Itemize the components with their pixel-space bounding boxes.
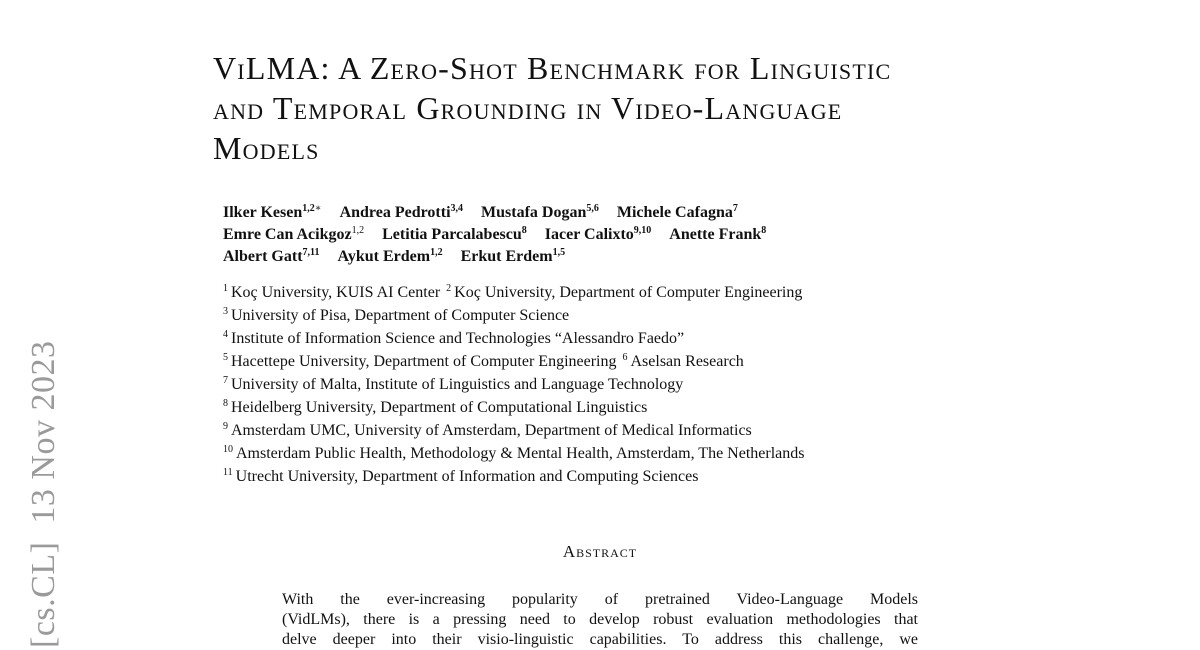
affiliation-number: 10 <box>223 444 233 455</box>
affiliation-number: 2 <box>446 283 452 294</box>
author-affiliation-marker: 1,2 <box>351 225 365 236</box>
paper-title-line: and Temporal Grounding in Video-Language <box>213 90 843 126</box>
abstract-heading: Abstract <box>562 542 638 561</box>
author-name-text: Albert Gatt <box>223 248 303 265</box>
author-affiliation-marker: 8 <box>761 225 767 236</box>
author-name-text: Mustafa Dogan <box>481 204 587 221</box>
author-affiliation-marker: 7 <box>732 203 738 214</box>
author-name <box>461 246 566 268</box>
author-name-text: Anette Frank <box>669 226 762 243</box>
author-name <box>382 224 527 246</box>
author-name-text: Emre Can Acikgoz <box>223 226 352 243</box>
affiliation-text: Amsterdam UMC, University of Amsterdam, Department of Medical Informatics <box>231 422 752 439</box>
affiliation-number: 6 <box>622 352 628 363</box>
affiliation-number: 3 <box>223 306 228 317</box>
abstract-line: (VidLMs), there is a pressing need to develop robust evaluation methodologies that <box>282 611 918 628</box>
author-name-text: Andrea Pedrotti <box>339 204 451 221</box>
paper-title-line: Models <box>213 130 320 166</box>
affiliation-row <box>223 419 983 442</box>
author-name <box>481 202 599 224</box>
abstract-line: With the ever-increasing popularity of pretrained Video-Language Models <box>282 591 918 608</box>
affiliation <box>446 284 802 301</box>
affiliation-text: Institute of Information Science and Technologies “Alessandro Faedo” <box>231 330 685 347</box>
affiliation-row <box>223 442 983 465</box>
author-name-text: Erkut Erdem <box>460 248 553 265</box>
author-name-text: Letitia Parcalabescu <box>382 226 522 243</box>
author-affiliation-marker: 9,10 <box>633 225 652 236</box>
arxiv-date: 13 Nov 2023 <box>25 340 62 524</box>
author-name <box>223 202 322 224</box>
author-name <box>337 246 442 268</box>
author-name <box>617 202 738 224</box>
affiliation-number: 9 <box>223 421 228 432</box>
affiliation-row <box>223 373 983 396</box>
corresponding-author-marker: ∗ <box>314 203 322 214</box>
author-affiliation-marker: 1,2 <box>430 247 443 258</box>
affiliation <box>223 353 617 370</box>
author-name <box>669 224 766 246</box>
affiliation-text: Amsterdam Public Health, Methodology & Mental Health, Amsterdam, The Netherlands <box>236 445 805 462</box>
paper-title-line: ViLMA: A Zero-Shot Benchmark for Linguistic <box>213 50 892 86</box>
affiliation-list <box>223 281 983 488</box>
author-name <box>545 224 652 246</box>
paper-title <box>213 48 1013 168</box>
author-name-text: Ilker Kesen <box>223 204 303 221</box>
author-name-text: Iacer Calixto <box>544 226 634 243</box>
affiliation-number: 11 <box>223 467 233 478</box>
affiliation-number: 5 <box>223 352 228 363</box>
affiliation <box>223 330 684 347</box>
author-affiliation-marker: 3,4 <box>450 203 464 214</box>
affiliation-text: University of Malta, Institute of Linguistics and Language Technology <box>231 376 684 393</box>
affiliation <box>623 353 744 370</box>
affiliation-row <box>223 350 983 373</box>
affiliation-text: Utrecht University, Department of Information and Computing Sciences <box>235 468 699 485</box>
affiliation-text: Aselsan Research <box>630 353 744 370</box>
affiliation <box>223 399 647 416</box>
author-affiliation-marker: 1,5 <box>552 247 566 258</box>
abstract-line: delve deeper into their visio-linguistic capabilities. To address this challenge, we <box>282 631 918 648</box>
affiliation-row <box>223 465 983 488</box>
author-affiliation-marker: 1,2 <box>302 203 315 214</box>
author-affiliation-marker: 7,11 <box>302 247 320 258</box>
affiliation-row <box>223 281 983 304</box>
affiliation-text: Hacettepe University, Department of Computer Engineering <box>231 353 617 370</box>
affiliation <box>223 422 752 439</box>
affiliation-number: 1 <box>223 283 228 294</box>
affiliation <box>223 468 698 485</box>
affiliation <box>223 445 804 462</box>
affiliation-row <box>223 304 983 327</box>
arxiv-category: [cs.CL] <box>25 541 62 648</box>
author-name <box>223 246 319 268</box>
affiliation-row <box>223 327 983 350</box>
affiliation <box>223 376 683 393</box>
author-row <box>223 202 983 224</box>
author-name <box>223 224 364 246</box>
author-name <box>340 202 463 224</box>
author-affiliation-marker: 5,6 <box>586 203 599 214</box>
author-row <box>223 224 983 246</box>
author-affiliation-marker: 8 <box>521 225 527 236</box>
affiliation <box>223 284 440 301</box>
affiliation-number: 8 <box>223 398 228 409</box>
affiliation-number: 4 <box>223 329 228 340</box>
affiliation-text: Koç University, KUIS AI Center <box>231 284 441 301</box>
author-list <box>223 202 983 268</box>
affiliation-number: 7 <box>223 375 228 386</box>
author-name-text: Aykut Erdem <box>337 248 431 265</box>
abstract-body <box>282 590 918 650</box>
affiliation-text: Koç University, Department of Computer Engineering <box>454 284 803 301</box>
affiliation-text: Heidelberg University, Department of Computational Linguistics <box>231 399 648 416</box>
affiliation-text: University of Pisa, Department of Computer Science <box>231 307 570 324</box>
affiliation-row <box>223 396 983 419</box>
author-row <box>223 246 983 268</box>
author-name-text: Michele Cafagna <box>616 204 733 221</box>
arxiv-sidebar-stamp <box>27 341 61 648</box>
affiliation <box>223 307 569 324</box>
